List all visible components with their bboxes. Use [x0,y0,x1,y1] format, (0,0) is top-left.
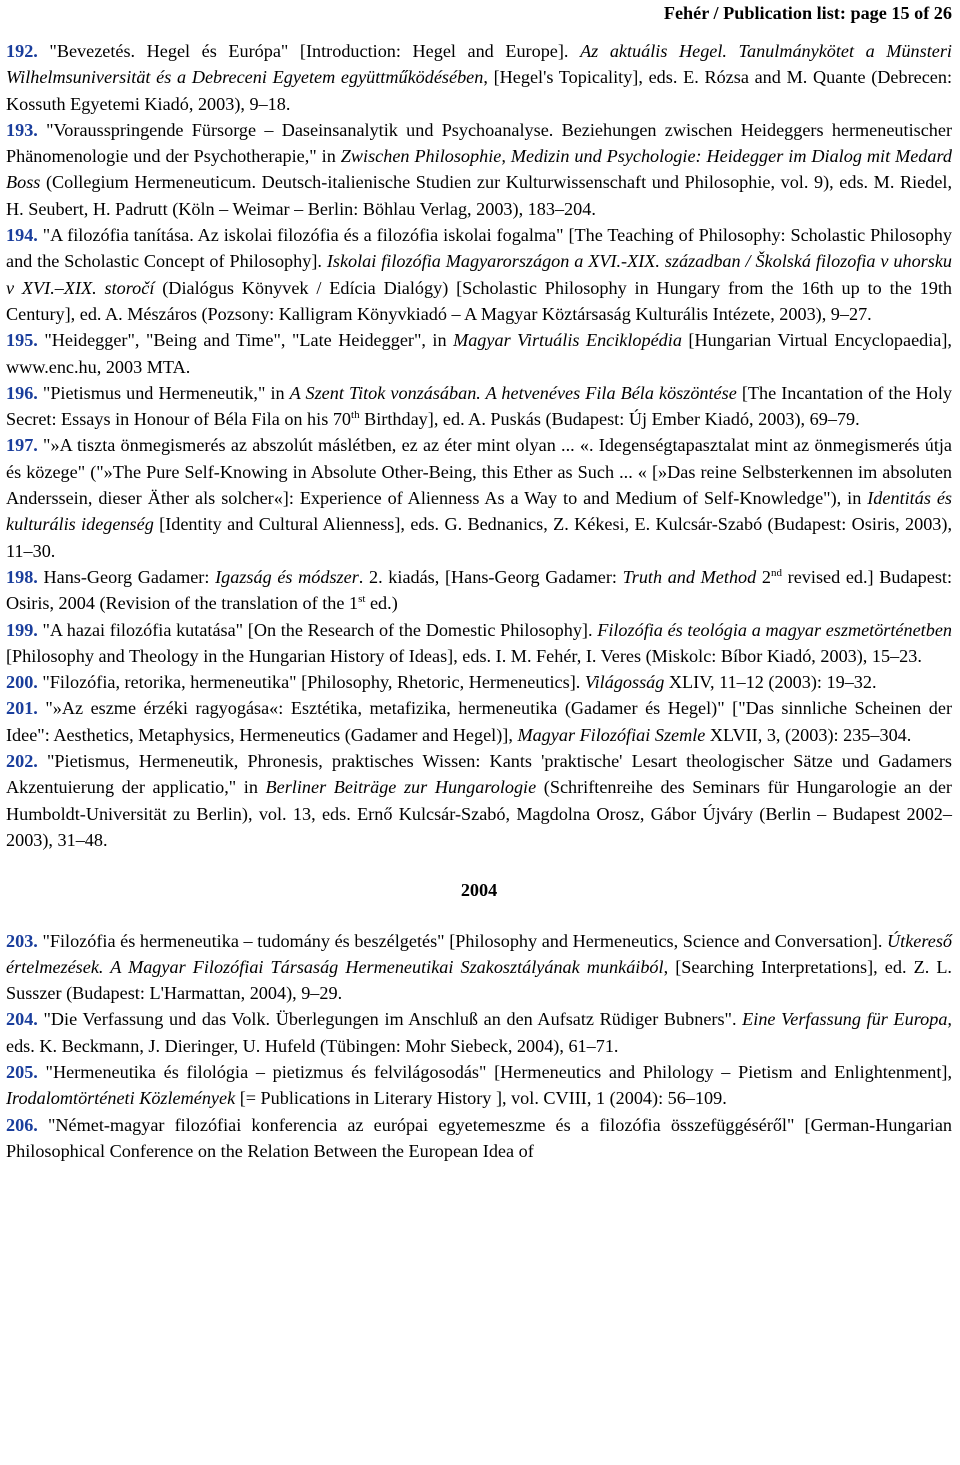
entry-text: 2 [756,566,771,587]
entry-number: 194. [6,225,38,246]
entry-text: [= Publications in Literary History ], vol. CVIII, 1 (2004): 56–109. [235,1088,727,1109]
entry-text: [Philosophy and Theology in the Hungarian History of Ideas], eds. I. M. Fehér, I. Veres (Miskolc: Bíbor Kiadó, 2003), 15–23. [6,645,922,666]
publication-entry [6,117,952,222]
italic-title: Zwischen Philosophie, Medizin und Psychologie: Heidegger im Dialog mit Medard Boss [6,146,952,193]
year-heading: 2004 [460,880,498,901]
italic-title: Az aktuális Hegel. Tanulmánykötet a Münsteri Wilhelmsuniversität és a Debreceni Egyetem együttműködésében [6,41,952,88]
entry-text: Hans-Georg Gadamer: [37,566,216,587]
entry-number: 199. [6,619,38,640]
entry-text: , [Hegel's Topicality], eds. E. Rózsa and M. Quante (Debrecen: Kossuth Egyetemi Kiadó, 2003), 9–18. [6,67,952,114]
entry-text: "Vorausspringende Fürsorge – Daseinsanalytik und Psychoanalyse. Beziehungen zwischen Heideggers hermeneutischer Phänomenologie und der Psychotherapie," in [6,119,952,167]
entry-text: "»Az eszme érzéki ragyogása«: Esztétika, metafizika, hermeneutika (Gadamer és Hegel)" ["Das sinnliche Scheinen der Idee": Aesthetics, Metaphysics, Hermeneutics (Gadamer and Hegel)], [6,698,952,745]
entry-text: "Filozófia, retorika, hermeneutika" [Philosophy, Rhetoric, Hermeneutics]. [37,672,585,693]
italic-title: Berliner Beiträge zur Hungarologie [265,777,537,798]
entry-text: Birthday], ed. A. Puskás (Budapest: Új Ember Kiadó, 2003), 69–79. [359,409,860,430]
entries-2004 [6,928,952,1165]
entry-text: [Identity and Cultural Alienness], eds. G. Bednanics, Z. Kékesi, E. Kulcsár-Szabó (Budapest: Osiris, 2003), 11–30. [6,514,952,561]
publication-entry [6,617,952,670]
entry-text: "Pietismus, Hermeneutik, Phronesis, praktisches Wissen: Kants 'praktische' Lesart theologischer Sätze und Gadamers Akzentuierung der applicatio," in [6,751,952,798]
publication-entry [6,564,952,617]
entry-text: "Filozófia és hermeneutika – tudomány és beszélgetés" [Philosophy and Hermeneutics, Science and Conversation]. [37,930,888,951]
publication-entry [6,380,952,433]
entries-2003 [6,38,952,853]
entry-number: 195. [6,330,38,351]
italic-title: Irodalomtörténeti Közlemények [6,1088,236,1109]
entry-text: "Német-magyar filozófiai konferencia az európai egyetemeszme és a filozófia összefüggéséről" [German-Hungarian Philosophical Conference on the Relation Between the European Idea of [6,1114,952,1161]
italic-title: Truth and Method [622,566,757,587]
publication-entry [6,1059,952,1112]
italic-title: Igazság és módszer [215,566,359,587]
entry-number: 198. [6,566,38,587]
entry-text: [Hungarian Virtual Encyclopaedia], www.enc.hu, 2003 MTA. [6,330,952,377]
superscript: th [351,409,360,422]
entry-number: 205. [6,1061,38,1082]
entry-text: XLVII, 3, (2003): 235–304. [705,724,912,745]
publication-entry [6,928,952,1007]
entry-text: revised ed.] Budapest: Osiris, 2004 (Revision of the translation of the 1 [6,566,953,614]
entry-text: (Schriftenreihe des Seminars für Hungarologie an der Humboldt-Universität zu Berlin), vol. 13, eds. Ernő Kulcsár-Szabó, Magdolna Orosz, Gábor Újváry (Berlin – Budapest 2002–2003), 31–48. [6,777,952,850]
entry-number: 197. [6,435,38,456]
italic-title: Filozófia és teológia a magyar eszmetörténetben [597,619,952,640]
entry-text: "A filozófia tanítása. Az iskolai filozófia és a filozófia iskolai fogalma" [The Teaching of Philosophy: Scholastic Philosophy and the Scholastic Concept of Philosophy]. [6,225,952,272]
entry-text: "Bevezetés. Hegel és Európa" [Introduction: Hegel and Europe]. [37,41,581,61]
entry-number: 204. [6,1009,38,1030]
italic-title: Identitás és kulturális idegenség [6,488,952,535]
entry-number: 202. [6,751,38,772]
italic-title: Magyar Virtuális Enciklopédia [453,330,682,351]
publication-entry [6,327,952,380]
entry-text: XLIV, 11–12 (2003): 19–32. [664,672,877,693]
superscript: st [358,593,366,606]
entry-text: "Hermeneutika és filológia – pietizmus és felvilágosodás" [Hermeneutics and Philology – Pietism and Enlightenment], [37,1061,952,1082]
italic-title: Eine Verfassung für Europa, [742,1009,952,1030]
italic-title: A Szent Titok vonzásában. A hetvenéves Fila Béla köszöntése [289,382,737,403]
page-header: Fehér / Publication list: page 15 of 26 [663,3,952,23]
entry-number: 192. [6,41,38,61]
publication-entry [6,1112,952,1165]
italic-title: Magyar Filozófiai Szemle [517,724,706,745]
entry-text: , [Searching Interpretations], ed. Z. L. Susszer (Budapest: L'Harmattan, 2004), 9–29. [6,956,952,1004]
entry-text: "»A tiszta önmegismerés az abszolút máslétben, ez az éter mint olyan ... «. Idegenségtapasztalat mint az önmegismerés útja és közege" ("»The Pure Self-Knowing in Absolute Other-Being, this Ether as Such ... « [»Das reine Selbsterkennen im absoluten Anderssein, dieser Äther als solcher«]: Experience of Alienness As a Way to and Medium of Self-Knowledge"), in [6,435,952,509]
publication-entry [6,695,952,748]
entry-text: ed.) [365,593,398,614]
publication-entry [6,669,952,695]
entry-text: (Collegium Hermeneuticum. Deutsch-italienische Studien zur Kulturwissenschaft und Philosophie, vol. 9), eds. M. Riedel, H. Seubert, H. Padrutt (Köln – Weimar – Berlin: Böhlau Verlag, 2003), 183–204. [6,172,952,219]
entry-text: [The Incantation of the Holy Secret: Essays in Honour of Béla Fila on his 70 [6,382,952,430]
entry-text: (Dialógus Könyvek / Edícia Dialógy) [Scholastic Philosophy in Hungary from the 16th up to the 19th Century], ed. A. Mészáros (Pozsony: Kalligram Könyvkiadó – A Magyar Köztársaság Kulturális Intézete, 2003), 9–27. [6,277,952,324]
superscript: nd [771,566,782,579]
publication-list [6,38,952,1164]
entry-number: 196. [6,382,38,403]
publication-entry [6,38,952,117]
entry-text: "Die Verfassung und das Volk. Überlegungen im Anschluß an den Aufsatz Rüdiger Bubners". [37,1009,743,1030]
entry-number: 193. [6,119,38,140]
entry-text: . 2. kiadás, [Hans-Georg Gadamer: [358,566,623,587]
entry-number: 203. [6,930,38,951]
publication-entry [6,222,952,327]
entry-number: 200. [6,672,38,693]
italic-title: Iskolai filozófia Magyarországon a XVI.-XIX. században / Školská filozofia v uhorsku v XVI.–XIX. storočí [6,251,952,298]
entry-number: 201. [6,698,38,719]
italic-title: Világosság [584,672,665,693]
publication-entry [6,1006,952,1059]
italic-title: Útkereső értelmezések. A Magyar Filozófiai Társaság Hermeneutikai Szakosztályának munkáiból [6,930,952,977]
entry-text: "Heidegger", "Being and Time", "Late Heidegger", in [37,330,454,351]
entry-text: eds. K. Beckmann, J. Dieringer, U. Hufeld (Tübingen: Mohr Siebeck, 2004), 61–71. [6,1035,619,1056]
entry-number: 206. [6,1114,38,1135]
entry-text: "A hazai filozófia kutatása" [On the Research of the Domestic Philosophy]. [37,619,598,640]
publication-entry [6,432,952,563]
publication-entry [6,748,952,853]
entry-text: "Pietismus und Hermeneutik," in [37,382,290,403]
